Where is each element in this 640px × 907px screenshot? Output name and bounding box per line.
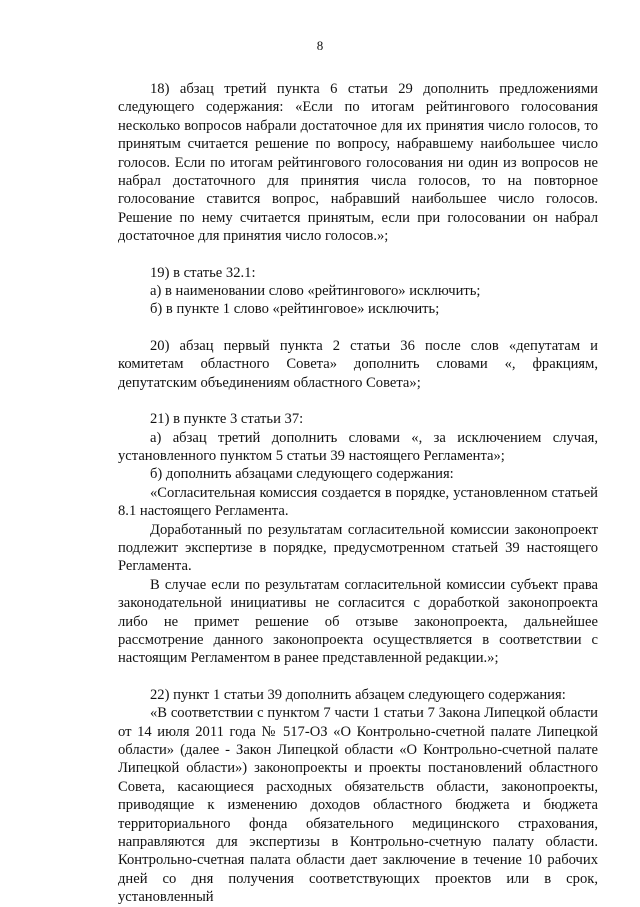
paragraph: а) в наименовании слово «рейтингового» исключить; — [150, 283, 481, 300]
paragraph: 19) в статье 32.1: — [150, 264, 256, 281]
paragraph: «Согласительная комиссия создается в порядке, установленном статьей 8.1 настоящего Регламента. — [118, 484, 598, 520]
paragraph: В случае если по результатам согласительной комиссии субъект права законодательной инициативы не согласится с доработкой законопроекта либо не примет решение об отзыве законопроекта, дальнейшее рассмотрение данного законопроекта осуществляется в соответствии с настоящим Регламентом в ранее представленной редакции.»; — [118, 576, 598, 667]
paragraph: 20) абзац первый пункта 2 статьи 36 после слов «депутатам и комитетам областного Совета» дополнить словами «, фракциям, депутатским объединениям областного Совета»; — [118, 337, 598, 391]
document-body — [118, 80, 598, 907]
paragraph: «В соответствии с пунктом 7 части 1 статьи 7 Закона Липецкой области от 14 июля 2011 года № 517-ОЗ «О Контрольно-счетной палате Липецкой области» (далее - Закон Липецкой области «О Контрольно-счетной палате Липецкой области») законопроекты и проекты постановлений областного Совета, касающиеся расходных обязательств области, законопроекты, приводящие к изменению доходов областного бюджета и бюджета территориального фонда обязательного медицинского страхования, направляются для экспертизы в Контрольно-счетную палату области. Контрольно-счетная палата области дает заключение в течение 10 рабочих дней со дня получения соответствующих проектов или в срок, установленный — [118, 705, 598, 906]
paragraph: а) абзац третий дополнить словами «, за исключением случая, установленного пунктом 5 статьи 39 настоящего Регламента»; — [118, 429, 598, 464]
paragraph: б) в пункте 1 слово «рейтинговое» исключить; — [150, 301, 440, 318]
paragraph: 21) в пункте 3 статьи 37: — [150, 411, 304, 428]
paragraph: б) дополнить абзацами следующего содержания: — [150, 466, 454, 483]
paragraph: Доработанный по результатам согласительной комиссии законопроект подлежит экспертизе в порядке, предусмотренном статьей 39 настоящего Регламента. — [118, 521, 598, 575]
paragraph: 22) пункт 1 статьи 39 дополнить абзацем следующего содержания: — [150, 686, 566, 703]
paragraph: 18) абзац третий пункта 6 статьи 29 дополнить предложениями следующего содержания: «Если по итогам рейтингового голосования несколько вопросов набрали достаточное для их принятия число голосов, то принятым считается решение по вопросу, набравшему наибольшее число голосов. Если по итогам рейтингового голосования ни один из вопросов не набрал достаточного для принятия числа голосов, то на повторное голосование ставится вопрос, набравший наибольшее число голосов. Решение по нему считается принятым, если при голосовании он набрал достаточное для принятия число голосов.»; — [118, 81, 598, 245]
page-number: 8 — [316, 38, 324, 53]
